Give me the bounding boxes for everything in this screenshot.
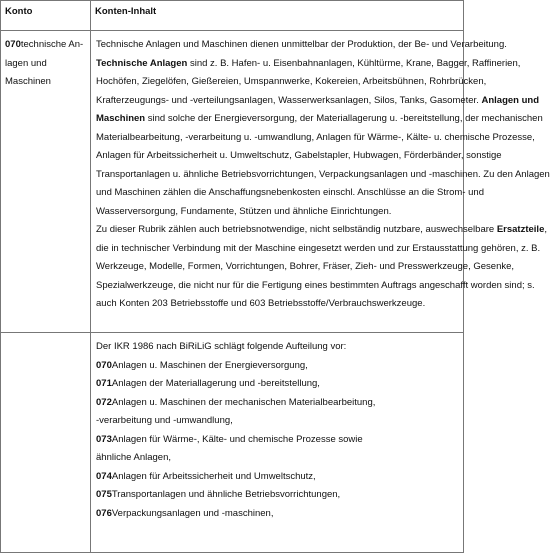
text-line: [96, 55, 521, 74]
bold-text: 071: [96, 378, 112, 389]
text: Anlagen für Wärme-, Kälte- und chemische Prozesse sowie: [111, 433, 363, 445]
bold-text: Technische Anlagen: [96, 57, 188, 69]
text: Anlagen u. Maschinen der mechanischen Materialbearbeitung,: [111, 396, 376, 408]
text-line: [96, 36, 507, 55]
text: Der IKR 1986 nach BiRiLiG schlägt folgende Aufteilung vor:: [96, 341, 347, 352]
text-line: [96, 338, 460, 357]
text-line: [96, 110, 543, 129]
text: Spezialwerkzeuge, die nicht nur für die Fertigung eines bestimmten Auftrags angeschafft worden sind; s.: [96, 279, 535, 291]
text: und Maschinen zählen die Anschaffungsnebenkosten einschl. Anschlüsse an die Strom- und: [96, 187, 484, 198]
text-line: [96, 431, 460, 450]
text-line: [96, 73, 487, 92]
bold-text: 076: [96, 507, 112, 519]
empty-account-cell: [1, 333, 91, 553]
text: sind z. B. Hafen- u. Eisenbahnanlagen, Kühltürme, Krane, Bagger, Raffinerien,: [187, 57, 521, 69]
account-name-line2: lagen und Maschinen: [5, 57, 51, 87]
text: ähnliche Anlagen,: [96, 452, 172, 463]
text: Technische Anlagen und Maschinen dienen unmittelbar der Produktion, der Be- und Verarbeitung.: [96, 39, 507, 50]
text: sind solche der Energieversorgung, der Materiallagerung u. -bereitstellung, der mechanischen: [145, 113, 543, 124]
account-name-line1: technische An-: [20, 39, 84, 50]
text-line: [96, 505, 460, 524]
text-line: [96, 486, 460, 505]
bold-text: 072: [96, 396, 112, 408]
text: Anlagen für Arbeitssicherheit und Umweltschutz,: [111, 470, 316, 482]
bold-text: Maschinen: [96, 113, 146, 124]
text-line: [96, 277, 535, 296]
content-text: [96, 36, 550, 314]
text: Transportanlagen und ähnliche Betriebsvorrichtungen,: [111, 489, 341, 500]
text: Anlagen u. Maschinen der Energieversorgung,: [111, 359, 308, 371]
text-line: [96, 166, 550, 185]
header-konto: Konto: [1, 1, 91, 31]
header-row: [1, 1, 464, 31]
bold-text: 070: [96, 359, 112, 371]
text: Materialbearbeitung, -verarbeitung u. -umwandlung, Anlagen für Wärme-, Kälte- u. chemische Prozesse,: [96, 131, 535, 143]
bold-text: 074: [96, 470, 112, 482]
text-line: [96, 412, 460, 431]
bold-text: 073: [96, 433, 112, 445]
text-line: [96, 468, 460, 487]
table-row: [1, 31, 464, 333]
account-number: 070: [5, 39, 21, 50]
text-line: [96, 258, 515, 277]
text: Transportanlagen u. ähnliche Betriebsvorrichtungen, Verpackungsanlagen und -maschinen. Zu den Anlagen: [96, 168, 550, 180]
table-row: [1, 333, 464, 553]
text: auch Konten 203 Betriebsstoffe und 603 Betriebsstoffe/Verbrauchswerkzeuge.: [96, 298, 426, 309]
text-line: [96, 92, 540, 111]
text: ,: [544, 224, 547, 235]
text-line: [96, 184, 484, 203]
text-line: [96, 357, 460, 376]
bold-text: Ersatzteile: [496, 224, 545, 235]
text: Zu dieser Rubrik zählen auch betriebsnotwendige, nicht selbständig nutzbare, auswechselbare: [96, 224, 497, 235]
header-konten-inhalt: Konten-Inhalt: [91, 1, 464, 31]
text-line: [96, 203, 460, 222]
text: Anlagen für Arbeitssicherheit u. Umweltschutz, Gabelstapler, Hubwagen, Förderbänder, sonstige: [96, 150, 502, 161]
text: Krafterzeugungs- und -verteilungsanlagen, Wasserwerksanlagen, Silos, Tanks, Gasometer.: [96, 94, 482, 106]
text: Anlagen der Materiallagerung und -bereitstellung,: [111, 378, 320, 389]
bold-text: Anlagen und: [481, 94, 540, 106]
bold-text: 075: [96, 489, 112, 500]
text-line: [96, 221, 547, 240]
text: Hochöfen, Ziegelöfen, Gießereien, Umspannwerke, Kokereien, Arbeitsbühnen, Rohrbrücken,: [96, 76, 487, 87]
text-line: [96, 295, 460, 314]
account-cell: [1, 31, 91, 333]
text-line: [96, 449, 460, 468]
text-line: [96, 147, 502, 166]
content-cell: [91, 31, 550, 333]
text-line: [96, 129, 535, 148]
text: Wasserversorgung, Fundamente, Stützen und ähnliche Einrichtungen.: [96, 205, 392, 217]
text-line: [96, 375, 460, 394]
text: -verarbeitung und -umwandlung,: [96, 415, 233, 426]
text: Werkzeuge, Modelle, Formen, Vorrichtungen, Bohrer, Fräser, Zieh- und Presswerkzeuge, Gesenke,: [96, 261, 515, 272]
content-cell: [91, 333, 464, 553]
content-text: [96, 338, 460, 523]
text: Verpackungsanlagen und -maschinen,: [111, 507, 274, 519]
text-line: [96, 240, 541, 259]
text-line: [96, 394, 460, 413]
text: die in technischer Verbindung mit der Maschine eingesetzt werden und zur Erstausstattung gehören, z. B.: [96, 242, 541, 254]
